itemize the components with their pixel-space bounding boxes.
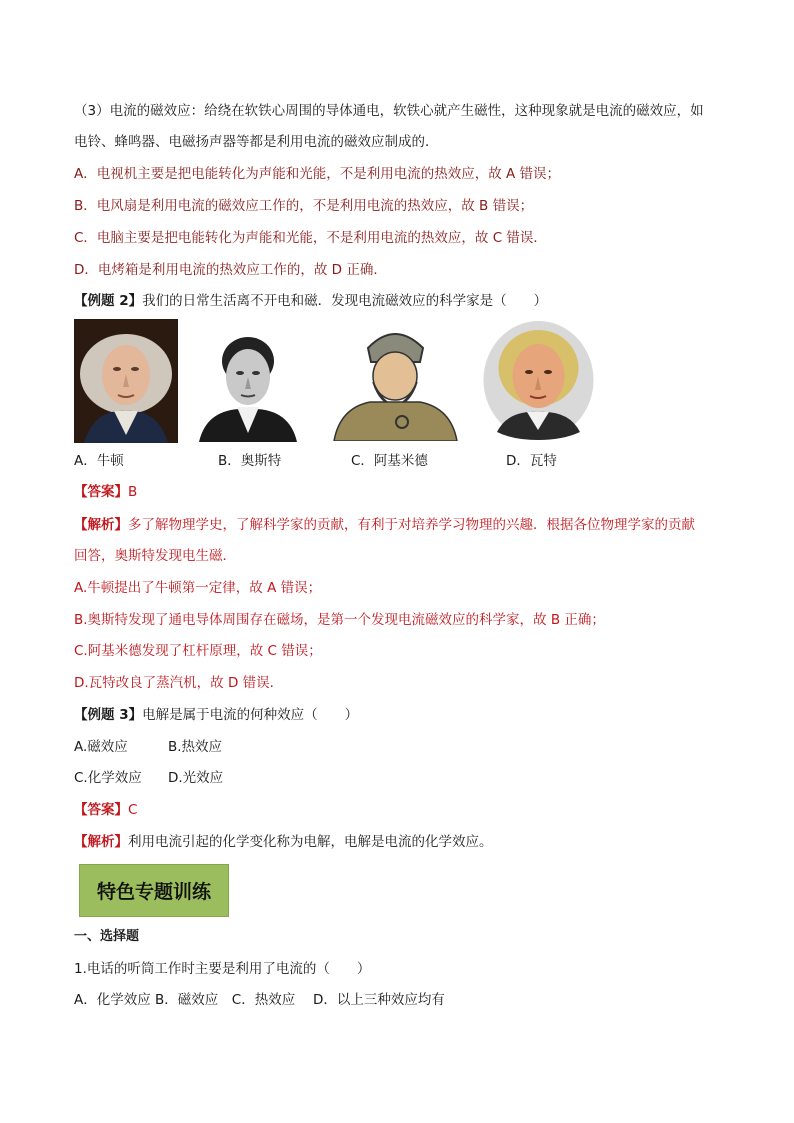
answer-line	[74, 482, 137, 502]
text-line: C．电脑主要是把电能转化为声能和光能，不是利用电流的热效应，故 C 错误．	[74, 230, 547, 246]
oersted-portrait	[193, 325, 303, 442]
option-d: D.光效应	[168, 770, 224, 786]
text-line: A．电视机主要是把电能转化为声能和光能，不是利用电流的热效应，故 A 错误；	[74, 166, 561, 182]
watt-portrait	[483, 320, 594, 440]
analysis-tag: 【解析】	[74, 834, 128, 850]
text-line: D．电烤箱是利用电流的热效应工作的，故 D 正确．	[74, 262, 387, 278]
text-line: 回答，奥斯特发现电生磁．	[74, 548, 236, 564]
option-d: D．瓦特	[506, 453, 557, 469]
option-c: C.化学效应	[74, 770, 142, 786]
option-b: B.热效应	[168, 739, 223, 755]
analysis-text: 利用电流引起的化学变化称为电解，电解是电流的化学效应。	[128, 834, 493, 850]
section-heading: 一、选择题	[74, 929, 140, 944]
option-c: C．阿基米德	[351, 453, 428, 469]
question-text: 我们的日常生活离不开电和磁．发现电流磁效应的科学家是（ ）	[142, 293, 548, 309]
analysis-line	[74, 832, 493, 852]
question-text: 电解是属于电流的何种效应（ ）	[142, 707, 359, 723]
section-banner: 特色专题训练	[79, 864, 229, 917]
text-line: B．电风扇是利用电流的磁效应工作的，不是利用电流的热效应，故 B 错误；	[74, 198, 534, 214]
answer-value: B	[128, 484, 138, 500]
text-line: 电铃、蜂鸣器、电磁扬声器等都是利用电流的磁效应制成的．	[74, 134, 439, 150]
answer-tag: 【答案】	[74, 484, 128, 500]
option-a: A.磁效应	[74, 739, 128, 755]
example-tag: 【例题 3】	[74, 707, 143, 723]
example-3-question	[74, 705, 358, 725]
question-1-options: A．化学效应 B．磁效应 C．热效应 D．以上三种效应均有	[74, 992, 445, 1008]
option-b: B．奥斯特	[218, 453, 282, 469]
analysis-text: 多了解物理学史，了解科学家的贡献，有利于对培养学习物理的兴趣．根据各位物理学家的贡献	[128, 517, 695, 533]
text-line: B.奥斯特发现了通电导体周围存在磁场，是第一个发现电流磁效应的科学家，故 B 正确；	[74, 612, 605, 628]
analysis-line	[74, 515, 695, 535]
newton-portrait	[74, 319, 178, 443]
example-tag: 【例题 2】	[74, 293, 143, 309]
archimedes-portrait	[330, 318, 461, 441]
question-1: 1.电话的听筒工作时主要是利用了电流的（ ）	[74, 961, 371, 977]
text-line: C.阿基米德发现了杠杆原理，故 C 错误；	[74, 643, 322, 659]
answer-tag: 【答案】	[74, 802, 128, 818]
text-line: A.牛顿提出了牛顿第一定律，故 A 错误；	[74, 580, 322, 596]
answer-line	[74, 800, 137, 820]
example-2-question	[74, 291, 547, 311]
text-line: （3）电流的磁效应：给绕在软铁心周围的导体通电，软铁心就产生磁性，这种现象就是电流的磁效应，如	[74, 103, 704, 119]
text-line: D.瓦特改良了蒸汽机，故 D 错误．	[74, 675, 284, 691]
answer-value: C	[128, 802, 138, 818]
option-a: A．牛顿	[74, 453, 124, 469]
analysis-tag: 【解析】	[74, 517, 128, 533]
